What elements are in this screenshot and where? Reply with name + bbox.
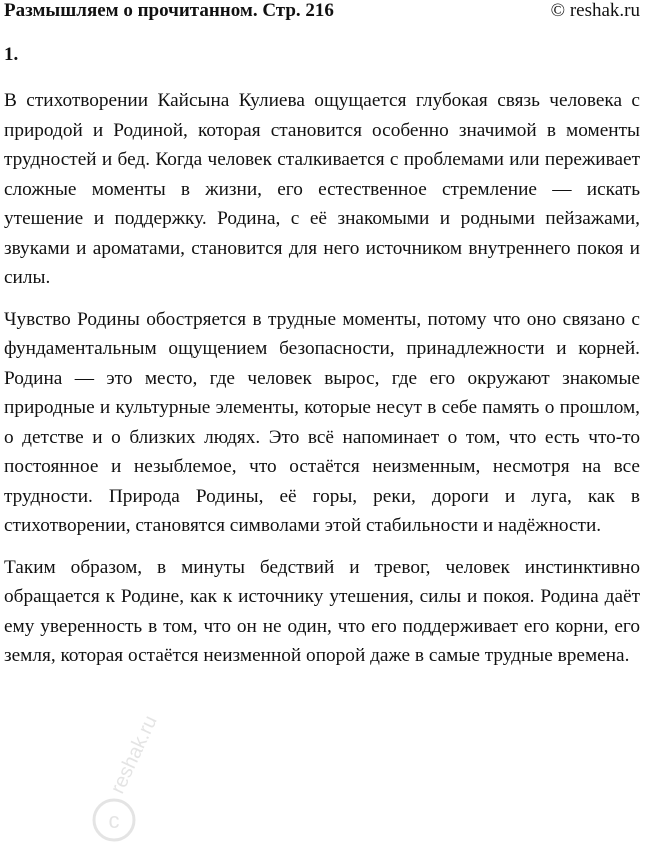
page-header: [4, 0, 640, 24]
paragraph-1: В стихотворении Кайсына Кулиева ощущается глубокая связь человека с природой и Родиной, которая становится особенно значимой в моменты трудностей и бед. Когда человек сталкивается с проблемами или переживает сложные моменты в жизни, его естественное стремление — искать утешение и поддержку. Родина, с её знакомыми и родными пейзажами, звуками и ароматами, становится для него источником внутреннего покоя и силы.: [4, 90, 640, 288]
svg-text:c: c: [108, 808, 120, 833]
site-credit[interactable]: © reshak.ru: [550, 0, 640, 21]
page-title: Размышляем о прочитанном. Стр. 216: [4, 0, 334, 21]
paragraph-2: Чувство Родины обостряется в трудные моменты, потому что оно связано с фундаментальным ощущением безопасности, принадлежности и корней. Родина — это место, где человек вырос, где его окружают знакомые природные и культурные элементы, которые несут в себе память о прошлом, о детстве и о близких людях. Это всё напоминает о том, что есть что-то постоянное и незыблемое, что остаётся неизменным, несмотря на все трудности. Природа Родины, её горы, реки, дороги и луга, как в стихотворении, становятся символами этой стабильности и надёжности.: [4, 308, 640, 536]
watermark-logo: [92, 700, 162, 850]
answer-text: [4, 86, 640, 683]
paragraph-3: Таким образом, в минуты бедствий и тревог, человек инстинктивно обращается к Родине, как к источнику утешения, силы и покоя. Родина даёт ему уверенность в том, что он не один, что его поддерживает его корни, его земля, которая остаётся неизменной опорой даже в самые трудные времена.: [4, 556, 640, 666]
task-number: 1.: [4, 44, 19, 65]
watermark-text: reshak.ru: [106, 712, 162, 798]
